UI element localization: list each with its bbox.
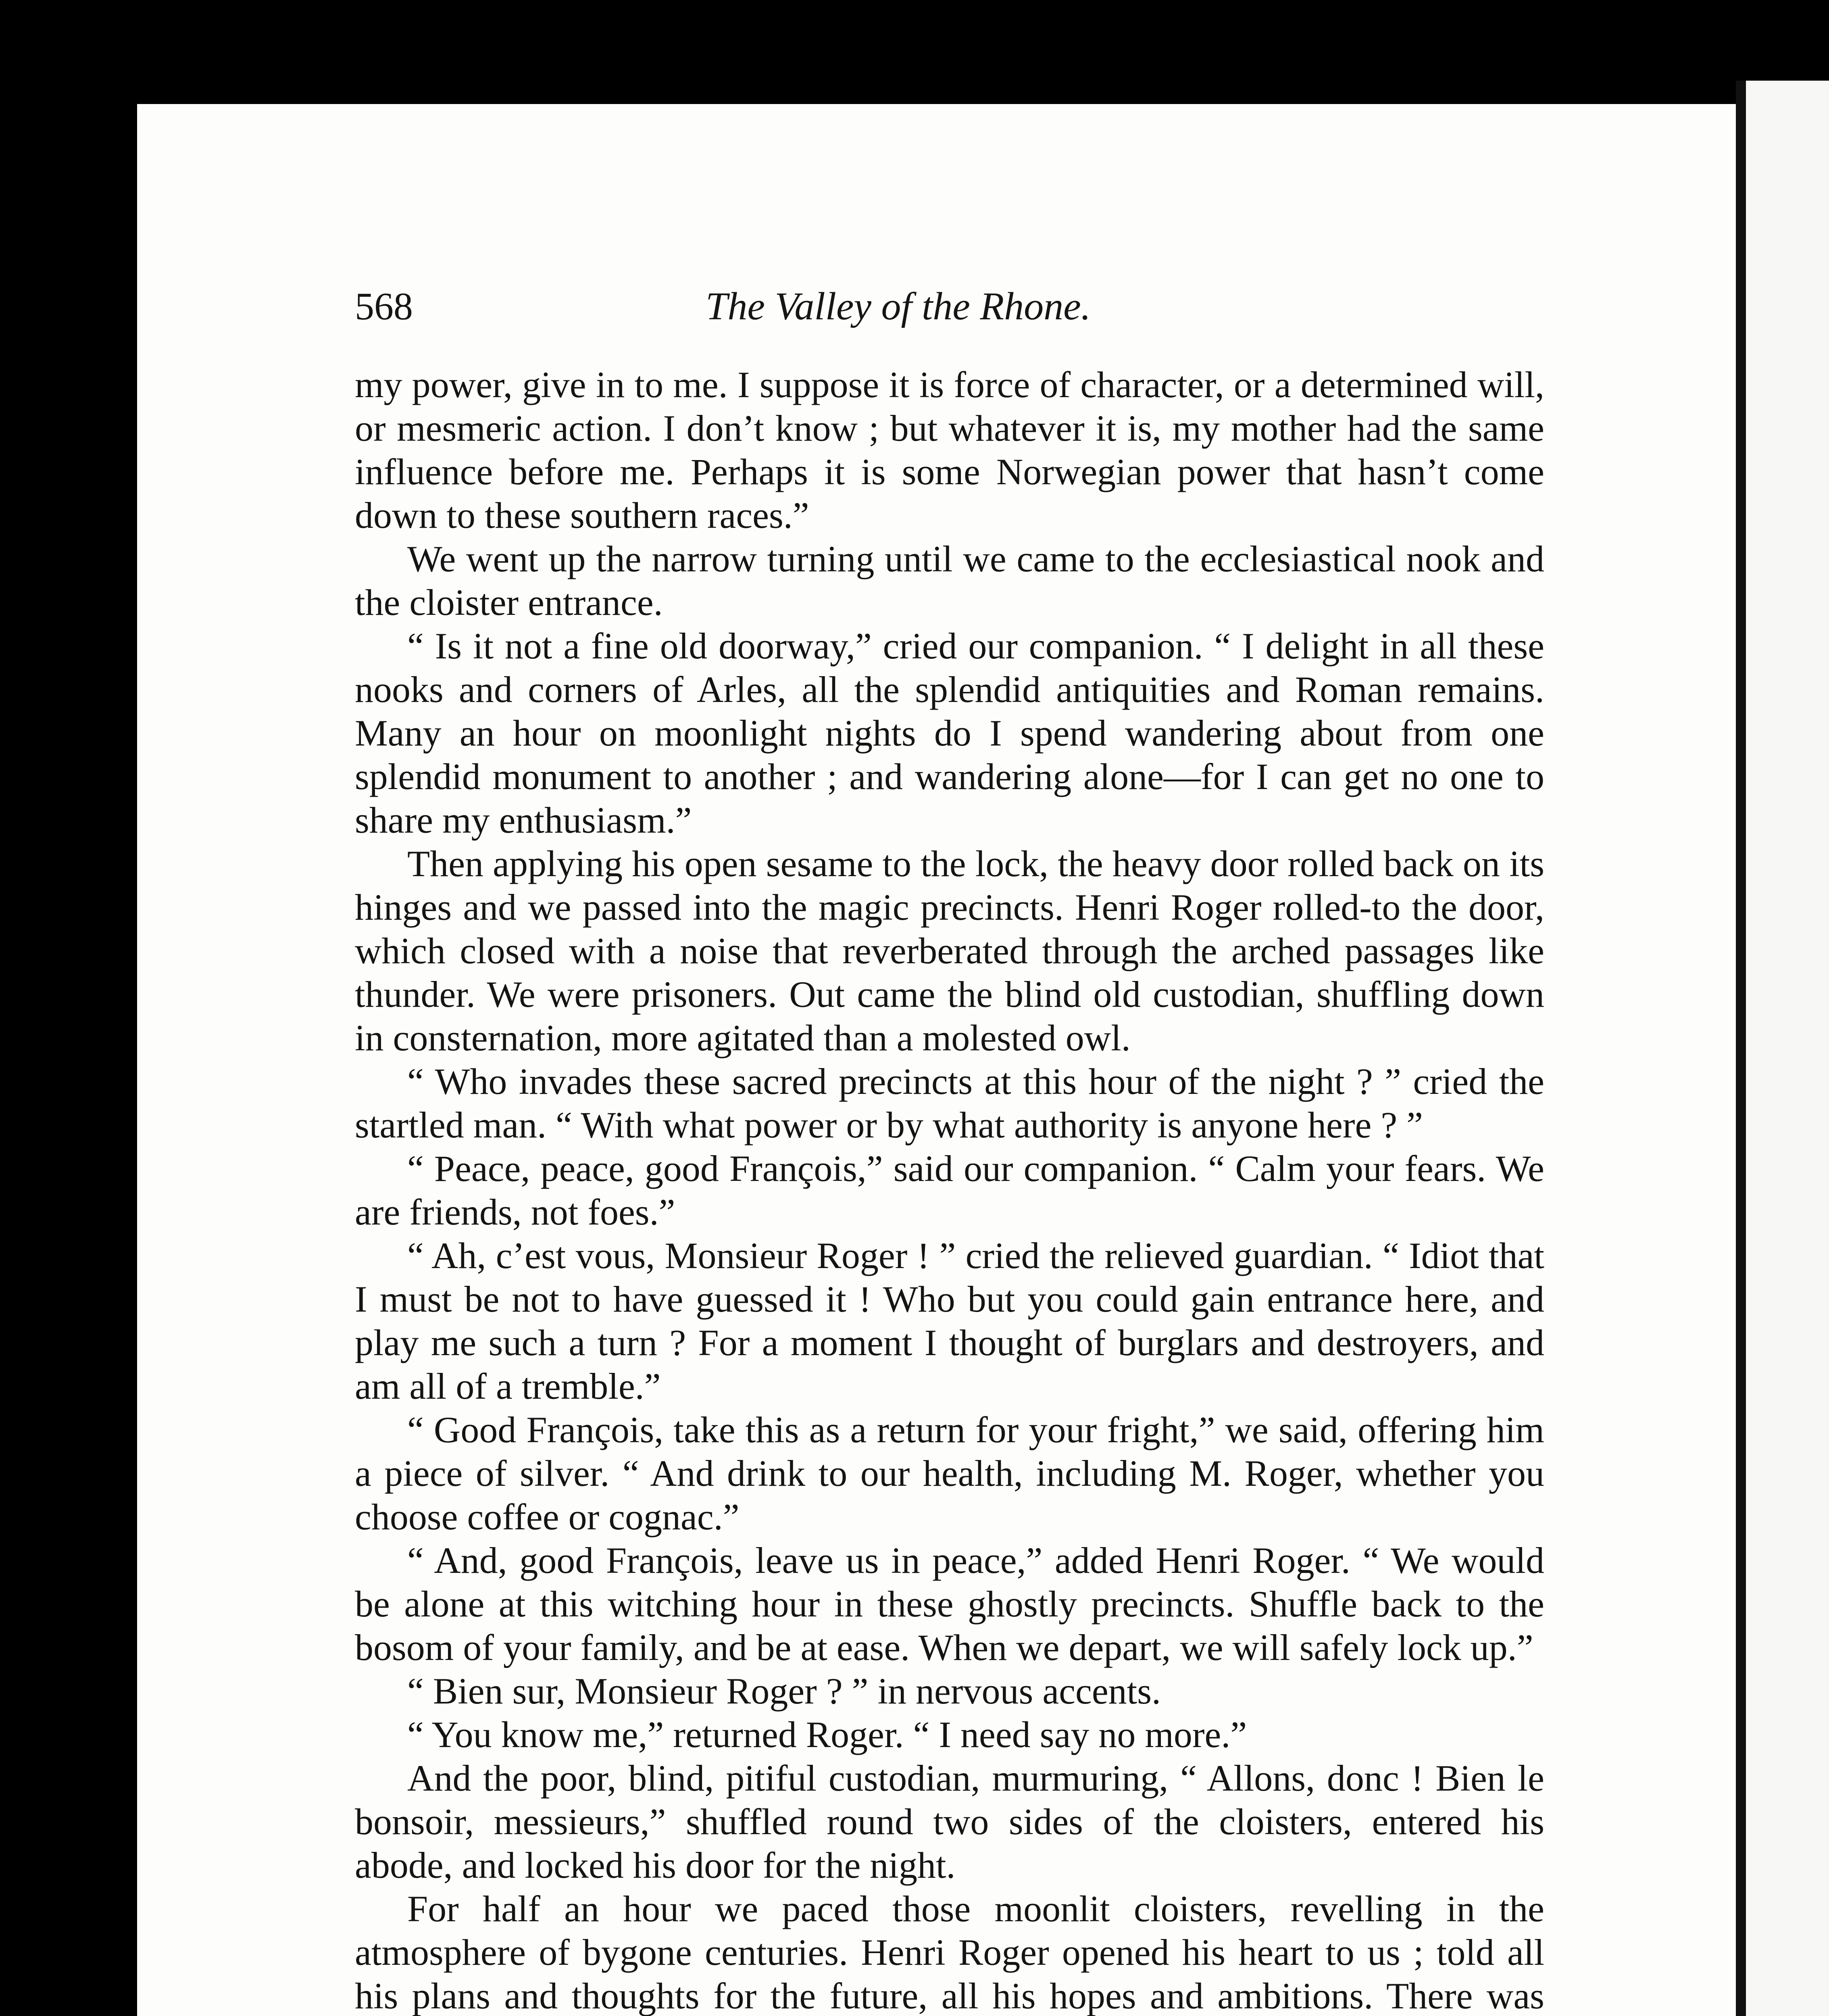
paragraph: “ Who invades these sacred precincts at this hour of the night ? ” cried the startled man. “ With what power or by what authority is anyone here ? ” xyxy=(355,1061,1544,1145)
paragraph: “ Peace, peace, good François,” said our companion. “ Calm your fears. We are friends, not foes.” xyxy=(355,1148,1544,1233)
paragraph: For half an hour we paced those moonlit cloisters, revelling in the atmosphere of bygone centuries. Henri Roger opened his heart to us ; told all his plans and thoughts for the future, all his hopes and ambitions. There was xyxy=(355,1888,1544,2016)
paragraph: “ Ah, c’est vous, Monsieur Roger ! ” cried the relieved guardian. “ Idiot that I must be not to have guessed it ! Who but you could gain entrance here, and play me such a turn ? For a moment I thought of burglars and destroyers, and am all of a tremble.” xyxy=(355,1235,1544,1407)
running-title: The Valley of the Rhone. xyxy=(706,285,1091,328)
paragraph: “ Is it not a fine old doorway,” cried our companion. “ I delight in all these nooks and corners of Arles, all the splendid antiquities and Roman remains. Many an hour on moonlight nights do I spend wandering about from one splendid monument to another ; and wandering alone—for I can get no one to share my enthusiasm.” xyxy=(355,625,1544,841)
paragraph: “ Good François, take this as a return for your fright,” we said, offering him a piece of silver. “ And drink to our health, including M. Roger, whether you choose coffee or cognac.” xyxy=(355,1409,1544,1537)
page-number: 568 xyxy=(355,285,413,328)
paragraph-continuation: my power, give in to me. I suppose it is force of character, or a determined will, or mesmeric action. I don’t know ; but whatever it is, my mother had the same influence before me. Perhaps it is some Norwegian power that hasn’t come down to these southern races.” xyxy=(355,364,1544,536)
paragraph: And the poor, blind, pitiful custodian, murmuring, “ Allons, donc ! Bien le bonsoir, messieurs,” shuffled round two sides of the cloisters, entered his abode, and locked his door for the night. xyxy=(355,1758,1544,1886)
adjacent-page-edge xyxy=(1746,81,1829,2016)
paragraph: “ And, good François, leave us in peace,” added Henri Roger. “ We would be alone at this witching hour in these ghostly precincts. Shuffle back to the bosom of your family, and be at ease. When we depart, we will safely lock up.” xyxy=(355,1540,1544,1668)
paragraph: “ You know me,” returned Roger. “ I need say no more.” xyxy=(407,1714,1247,1755)
paragraph: Then applying his open sesame to the lock, the heavy door rolled back on its hinges and we passed into the magic precincts. Henri Roger rolled-to the door, which closed with a noise that reverberated through the arched passages like thunder. We were prisoners. Out came the blind old custodian, shuffling down in consternation, more agitated than a molested owl. xyxy=(355,843,1544,1058)
text-body xyxy=(355,363,1544,2016)
paragraph: We went up the narrow turning until we came to the ecclesiastical nook and the cloister entrance. xyxy=(355,538,1544,623)
paragraph: “ Bien sur, Monsieur Roger ? ” in nervous accents. xyxy=(407,1670,1161,1712)
running-head xyxy=(355,282,1548,331)
